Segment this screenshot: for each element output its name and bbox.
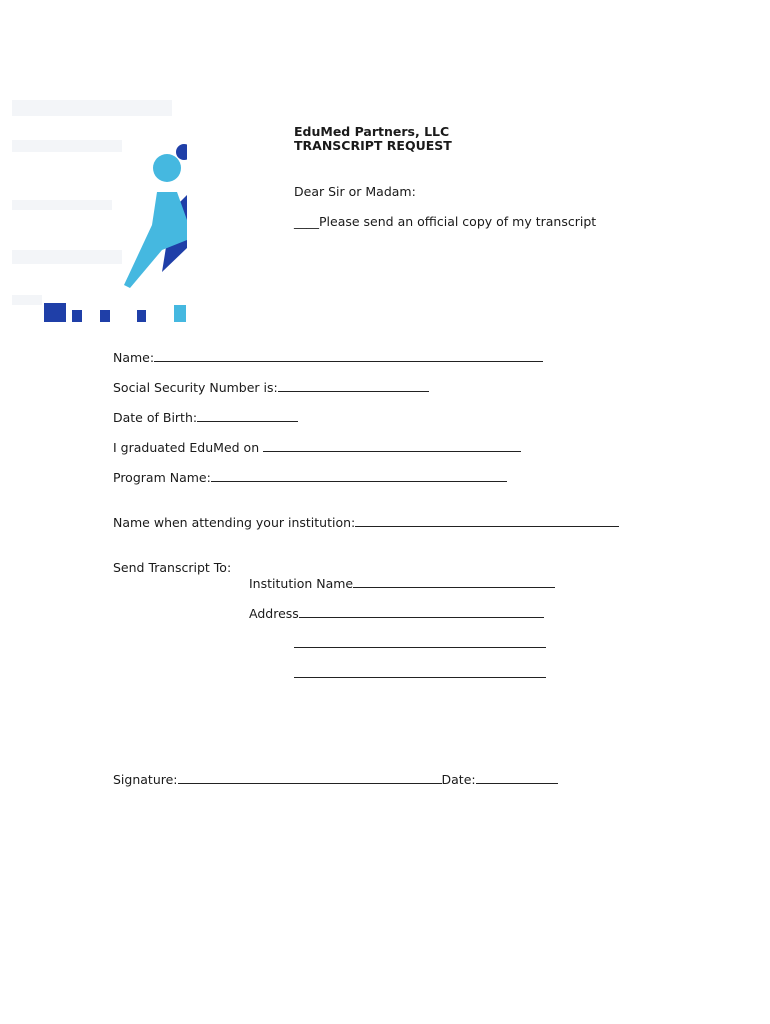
name-row — [113, 350, 543, 365]
send-to-label: Send Transcript To: — [113, 560, 232, 575]
graduated-row — [113, 440, 521, 455]
graduated-field[interactable] — [263, 440, 521, 452]
dob-label: Date of Birth: — [113, 410, 198, 425]
edumed-logo — [12, 100, 187, 322]
program-row — [113, 470, 507, 485]
address-field-3[interactable] — [294, 666, 546, 678]
address-field-2[interactable] — [294, 636, 546, 648]
name-field[interactable] — [154, 350, 543, 362]
salutation: Dear Sir or Madam: — [294, 184, 416, 199]
signature-label: Signature: — [113, 772, 178, 787]
ssn-row — [113, 380, 429, 395]
institution-field[interactable] — [353, 576, 555, 588]
request-line — [294, 214, 596, 229]
signature-field[interactable] — [178, 772, 442, 784]
address-row — [249, 606, 544, 621]
name-attending-label: Name when attending your institution: — [113, 515, 356, 530]
name-attending-field[interactable] — [355, 515, 619, 527]
ssn-label: Social Security Number is: — [113, 380, 278, 395]
name-label: Name: — [113, 350, 155, 365]
program-label: Program Name: — [113, 470, 211, 485]
request-checkbox-blank[interactable]: ____ — [294, 214, 319, 229]
address-row-2 — [294, 636, 546, 651]
ssn-field[interactable] — [278, 380, 429, 392]
date-field[interactable] — [476, 772, 558, 784]
date-label: Date: — [441, 772, 476, 787]
address-field-1[interactable] — [299, 606, 544, 618]
signature-row — [113, 772, 558, 787]
address-row-3 — [294, 666, 546, 681]
institution-label: Institution Name — [249, 576, 354, 591]
graduated-label: I graduated EduMed on — [113, 440, 264, 455]
name-attending-row — [113, 515, 619, 530]
document-title: TRANSCRIPT REQUEST — [294, 138, 452, 153]
address-label: Address — [249, 606, 299, 621]
company-name: EduMed Partners, LLC — [294, 124, 450, 139]
request-text: Please send an official copy of my transcript — [319, 214, 597, 229]
dob-field[interactable] — [197, 410, 298, 422]
program-field[interactable] — [211, 470, 507, 482]
dob-row — [113, 410, 298, 425]
institution-row — [249, 576, 555, 591]
